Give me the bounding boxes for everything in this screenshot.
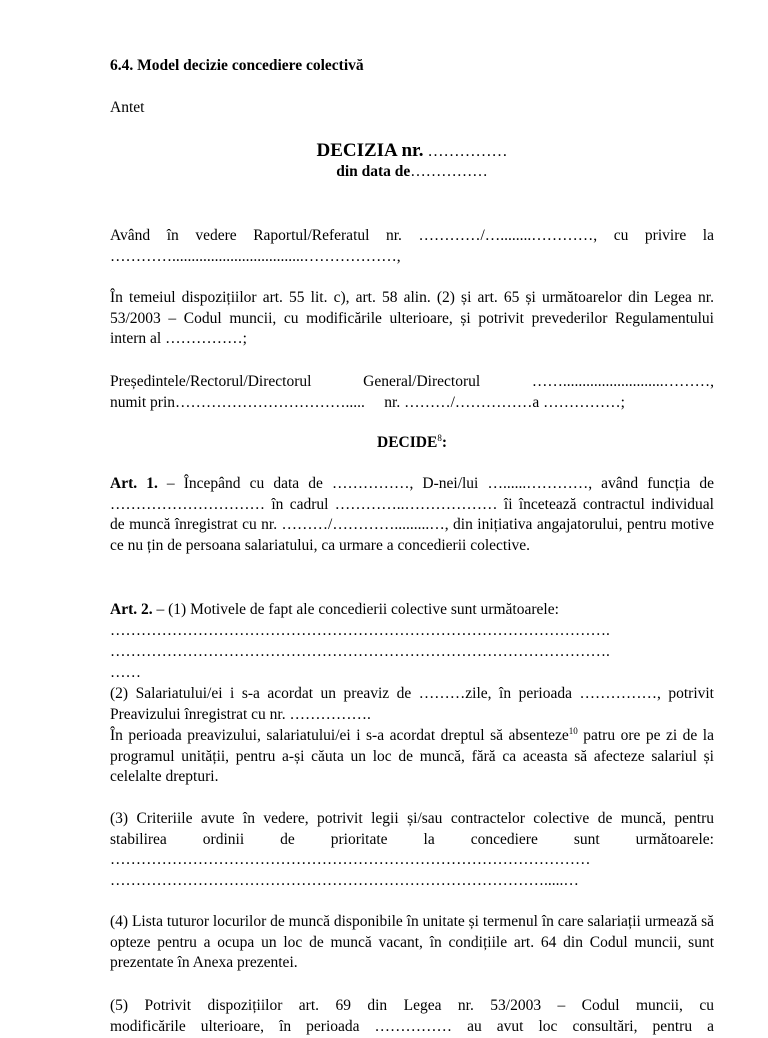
- article-2-criteria-dots1: …………………………………………………………………………………: [110, 851, 591, 868]
- paragraph-legal-basis: În temeiul dispozițiilor art. 55 lit. c), art. 58 alin. (2) și art. 65 și următoarelor din Legea nr. 53/2003 – Codul muncii, cu modificările ulterioare, și potrivit prevederilor Regulamentului intern al ……………;: [110, 289, 714, 347]
- article-2-intro: Art. 2. – (1) Motivele de fapt ale concedierii colective sunt următoarele:: [110, 601, 559, 618]
- letterhead-label: Antet: [110, 99, 145, 116]
- paragraph-president-line1: Președintele/Rectorul/Directorul General/Directorul ……..........................………,: [110, 373, 714, 390]
- article-2-dots-line3: ……: [110, 664, 141, 681]
- article-2-dots-line2: …………………………………………………………………………………….: [110, 643, 610, 660]
- article-1-label: Art. 1.: [110, 475, 158, 492]
- decide-heading: DECIDE$^8$:: [377, 433, 447, 451]
- decision-title: DECIZIA nr. ……………: [316, 140, 508, 161]
- article-2-dots-line1: …………………………………………………………………………………….: [110, 622, 610, 639]
- article-2-absence-right: În perioada preavizului, salariatului/ei i s-a acordat dreptul să absenteze$^{10}$ patru ore pe zi de la programul unității, pentru a-și căuta un loc de muncă, fără ca aceasta să afecteze salariul și celelalte drepturi.: [110, 726, 714, 785]
- article-2-criteria-dots2: ………………………………………………………………………….....…: [110, 872, 579, 889]
- article-1: Art. 1. – Începând cu data de ……………, D-nei/lui …......…………, având funcția de ………………………… în cadrul …………..……………… îi încetează contractul individual de muncă înregistrat cu nr. ………/………….........…, din inițiativa angajatorului, pentru motive ce nu țin de persoana salariatului, ca urmare a concedierii colective.: [110, 475, 714, 554]
- paragraph-report-line2: …………..................................………………,: [110, 248, 401, 265]
- decision-date: din data de……………: [336, 163, 488, 180]
- article-2-vacancies: (4) Lista tuturor locurilor de muncă disponibile în unitate și termenul în care salariații urmează să opteze pentru a ocupa un loc de muncă vacant, în condițiile art. 64 din Codul muncii, sunt prezentate în Anexa prezentei.: [110, 913, 714, 971]
- footnote-ref-10: 10: [568, 726, 578, 736]
- article-2-label: Art. 2.: [110, 601, 153, 618]
- document-page: [110, 0, 714, 1035]
- article-2-notice: (2) Salariatului/ei i s-a acordat un preaviz de ………zile, în perioada ……………, potrivit Preavizului înregistrat cu nr. …………….: [110, 685, 714, 723]
- article-2-consultations-line2: modificările ulterioare, în perioada …………… au avut loc consultări, pentru a: [110, 1018, 714, 1035]
- article-2-criteria: (3) Criteriile avute în vedere, potrivit legii și/sau contractelor colective de muncă, pentru stabilirea ordinii de prioritate la concediere sunt următoarele:: [110, 810, 714, 848]
- section-title: 6.4. Model decizie concediere colectivă: [110, 57, 364, 74]
- paragraph-president-line2: numit prin……………………………..... nr. ………/……………a ……………;: [110, 394, 625, 411]
- article-2-consultations-line1: (5) Potrivit dispozițiilor art. 69 din Legea nr. 53/2003 – Codul muncii, cu: [110, 997, 714, 1014]
- paragraph-report-line1: Având în vedere Raportul/Referatul nr. …………/…........…………, cu privire la: [110, 227, 714, 244]
- footnote-ref-8: 8: [437, 433, 442, 443]
